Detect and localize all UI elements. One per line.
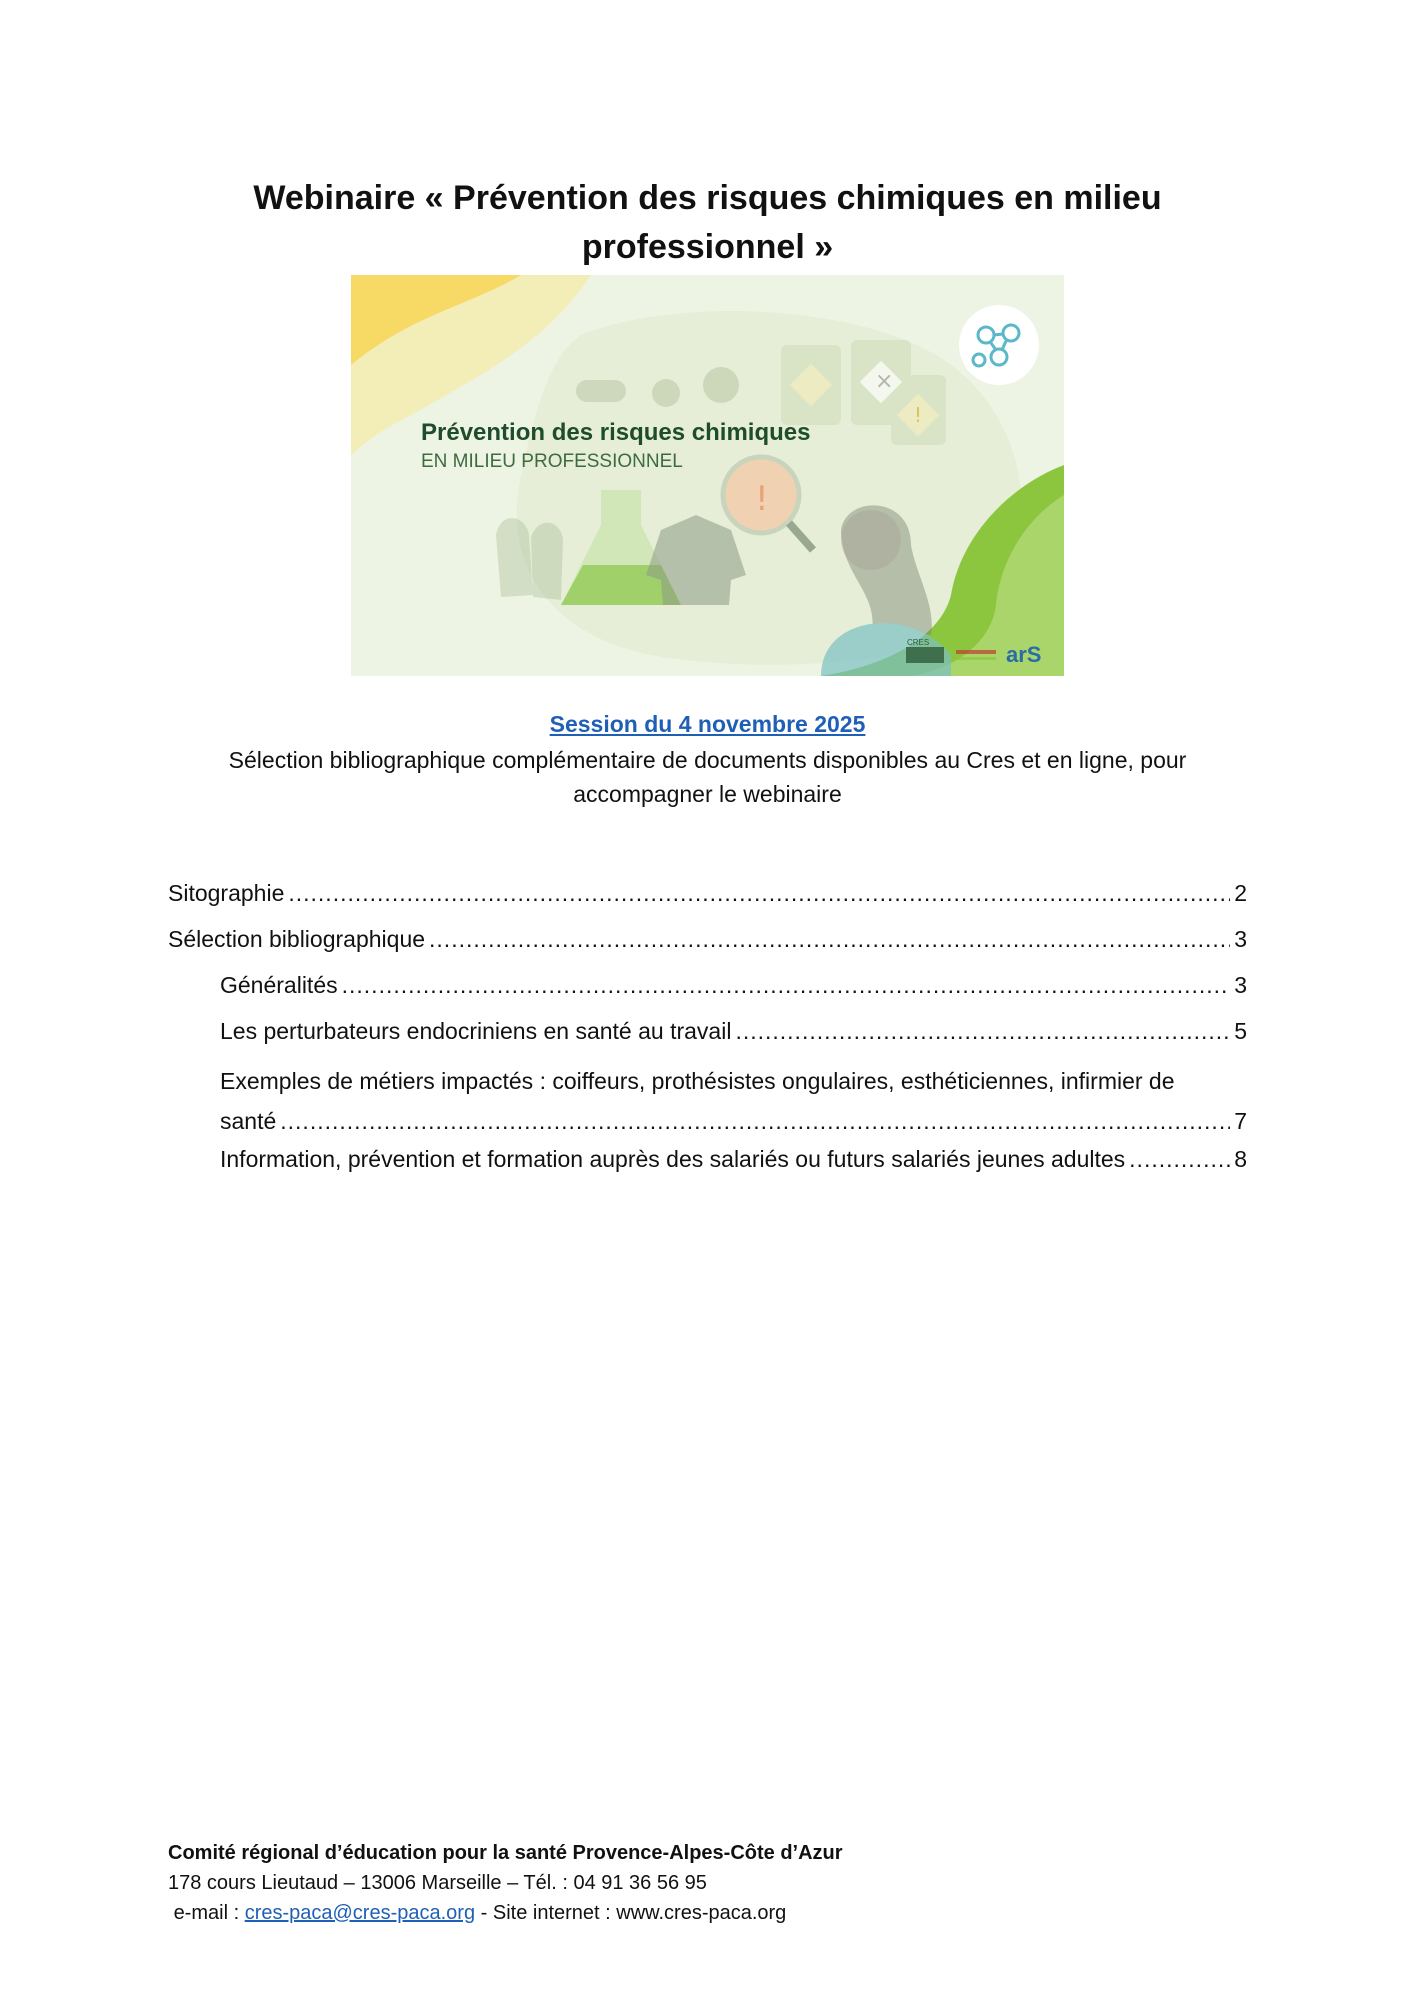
svg-text:!: ! xyxy=(914,403,923,427)
toc-leader-dots xyxy=(342,972,1231,999)
toc-leader-dots xyxy=(429,926,1230,953)
table-of-contents xyxy=(168,880,1247,1192)
footer-organization: Comité régional d’éducation pour la santé Provence-Alpes-Côte d’Azur xyxy=(168,1842,843,1864)
document-subtitle xyxy=(190,743,1225,811)
svg-text:×: × xyxy=(875,369,894,394)
footer-email-link[interactable]: cres-paca@cres-paca.org xyxy=(244,1902,476,1924)
banner-heading: Prévention des risques chimiques xyxy=(421,419,811,446)
toc-label: Sitographie xyxy=(168,880,285,906)
toc-entry-selection-bibliographique[interactable] xyxy=(168,926,1247,972)
footer-email-prefix: e-mail : xyxy=(173,1902,245,1924)
footer-contact xyxy=(168,1898,843,1928)
webinar-banner-image xyxy=(351,275,1064,676)
document-title xyxy=(160,174,1255,272)
ars-logo: arS xyxy=(1006,642,1042,667)
toc-page-number: 3 xyxy=(1234,926,1247,952)
toc-leader-dots xyxy=(280,1098,1230,1144)
document-footer xyxy=(168,1838,843,1928)
subtitle-line-1: Sélection bibliographique complémentaire de documents disponibles au Cres et en ligne, pour xyxy=(228,747,1187,773)
toc-label: Information, prévention et formation auprès des salariés ou futurs salariés jeunes adultes xyxy=(220,1146,1126,1172)
toc-label: Sélection bibliographique xyxy=(168,926,426,952)
toc-entry-information-prevention[interactable] xyxy=(168,1146,1247,1192)
toc-entry-exemples-metiers[interactable] xyxy=(168,1064,1247,1146)
toc-label-line-2: santé xyxy=(220,1108,277,1134)
toc-label: Les perturbateurs endocriniens en santé au travail xyxy=(220,1018,732,1044)
toc-entry-perturbateurs-endocriniens[interactable] xyxy=(168,1018,1247,1064)
toc-entry-sitographie[interactable] xyxy=(168,880,1247,926)
footer-address: 178 cours Lieutaud – 13006 Marseille – Tél. : 04 91 36 56 95 xyxy=(168,1872,707,1894)
toc-page-number: 7 xyxy=(1234,1108,1247,1134)
toc-label: Généralités xyxy=(220,972,338,998)
toc-page-number: 3 xyxy=(1234,972,1247,998)
toc-page-number: 2 xyxy=(1234,880,1247,906)
toc-label-line-1: Exemples de métiers impactés : coiffeurs, prothésistes ongulaires, esthéticiennes, infirmier de xyxy=(220,1068,1175,1094)
toc-leader-dots xyxy=(735,1018,1230,1045)
toc-leader-dots xyxy=(288,880,1230,907)
svg-text:!: ! xyxy=(755,479,769,519)
toc-page-number: 5 xyxy=(1234,1018,1247,1044)
footer-site: - Site internet : www.cres-paca.org xyxy=(475,1902,787,1924)
toc-leader-dots xyxy=(1129,1146,1230,1173)
banner-subheading: EN MILIEU PROFESSIONNEL xyxy=(421,451,683,472)
title-line-1: Webinaire « Prévention des risques chimiques en milieu xyxy=(253,179,1162,217)
session-link[interactable]: Session du 4 novembre 2025 xyxy=(549,711,866,737)
svg-text:CRES: CRES xyxy=(907,638,930,647)
subtitle-line-2: accompagner le webinaire xyxy=(573,781,842,807)
toc-entry-generalites[interactable] xyxy=(168,972,1247,1018)
goggles-icon xyxy=(576,380,626,402)
toc-page-number: 8 xyxy=(1234,1146,1247,1172)
molecule-icon-bg xyxy=(959,305,1039,385)
title-line-2: professionnel » xyxy=(581,228,834,266)
